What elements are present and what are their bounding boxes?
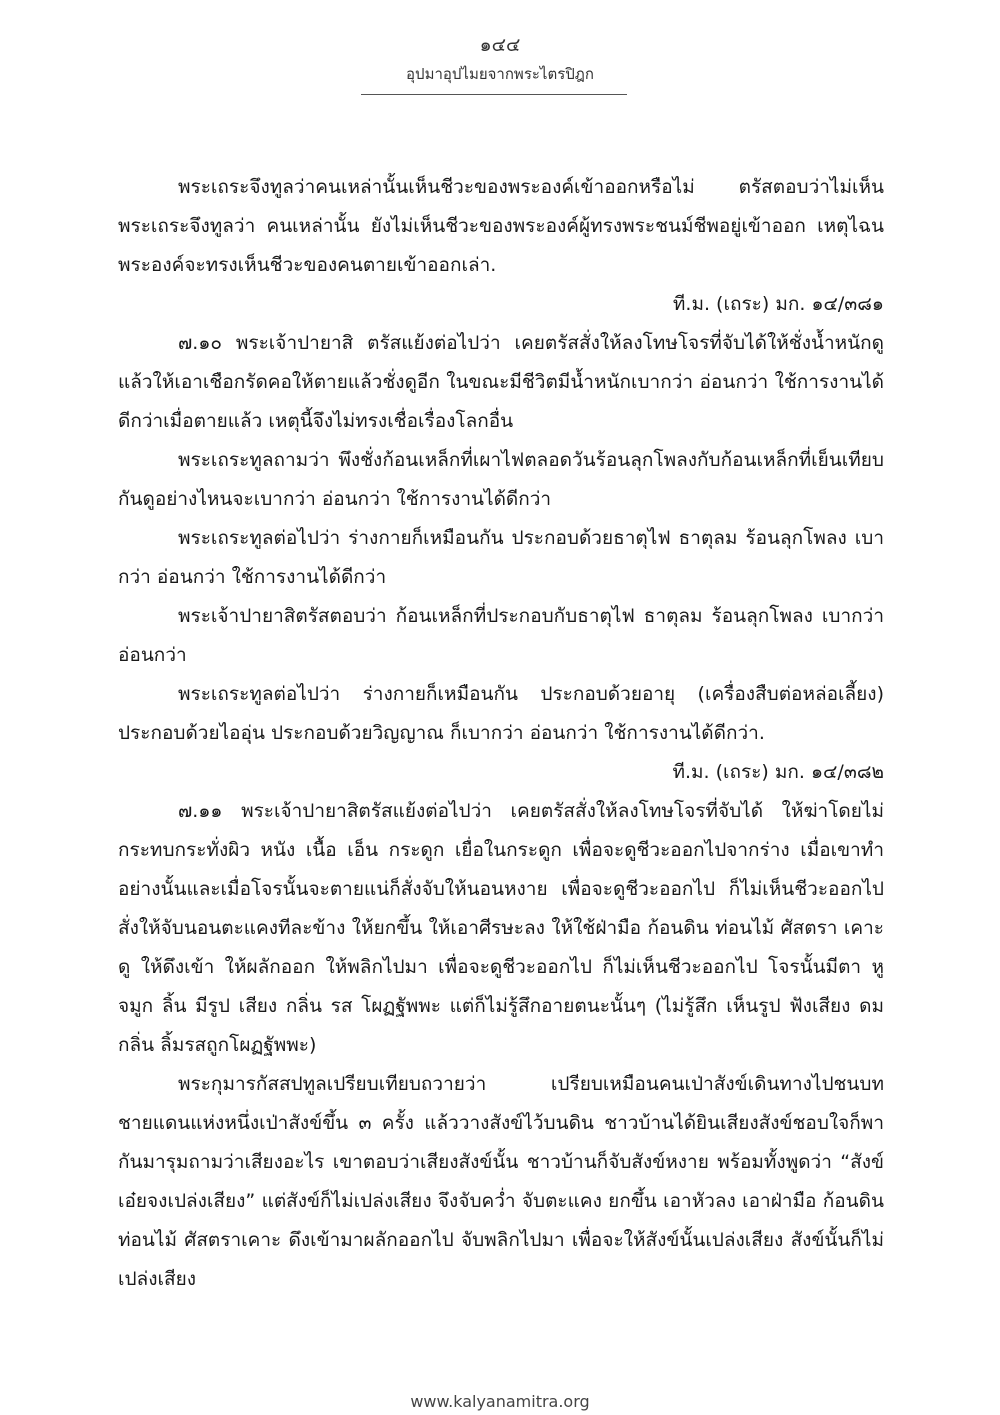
reference-2: ที.ม. (เถระ) มก. ๑๔/๓๘๒ (672, 761, 884, 783)
paragraph-1: พระเถระจึงทูลว่าคนเหล่านั้นเห็นชีวะของพระองค์เข้าออกหรือไม่ ตรัสตอบว่าไม่เห็น พระเถระจึงทูลว่า คนเหล่านั้น ยังไม่เห็นชีวะของพระองค์ผู้ทรงพระชนม์ชีพอยู่เข้าออก เหตุไฉนพระองค์จะทรงเห็นชีวะของคนตายเข้าออกเล่า. (118, 176, 884, 276)
page-number: ๑๔๔ (479, 34, 521, 56)
reference-1: ที.ม. (เถระ) มก. ๑๔/๓๘๑ (672, 293, 884, 315)
paragraph-2: พระเถระทูลถามว่า พึงชั่งก้อนเหล็กที่เผาไฟตลอดวันร้อนลุกโพลงกับก้อนเหล็กที่เย็นเทียบกันดูอย่างไหนจะเบากว่า อ่อนกว่า ใช้การงานได้ดีกว่า (118, 449, 884, 510)
paragraph-5: พระเถระทูลต่อไปว่า ร่างกายก็เหมือนกัน ประกอบด้วยอายุ (เครื่องสืบต่อหล่อเลี้ยง) ประกอบด้วยไออุ่น ประกอบด้วยวิญญาณ ก็เบากว่า อ่อนกว่า ใช้การงานได้ดีกว่า. (118, 683, 884, 744)
paragraph-7-10: ๗.๑๐ พระเจ้าปายาสิ ตรัสแย้งต่อไปว่า เคยตรัสสั่งให้ลงโทษโจรที่จับได้ให้ชั่งน้ำหนักดูแล้วให้เอาเชือกรัดคอให้ตายแล้วชั่งดูอีก ในขณะมีชีวิตมีน้ำหนักเบากว่า อ่อนกว่า ใช้การงานได้ดีกว่าเมื่อตายแล้ว เหตุนี้จึงไม่ทรงเชื่อเรื่องโลกอื่น (118, 332, 884, 432)
paragraph-3: พระเถระทูลต่อไปว่า ร่างกายก็เหมือนกัน ประกอบด้วยธาตุไฟ ธาตุลม ร้อนลุกโพลง เบากว่า อ่อนกว่า ใช้การงานได้ดีกว่า (118, 527, 884, 588)
header-divider (361, 94, 627, 95)
paragraph-7-11: ๗.๑๑ พระเจ้าปายาสิตรัสแย้งต่อไปว่า เคยตรัสสั่งให้ลงโทษโจรที่จับได้ ให้ฆ่าโดยไม่กระทบกระทั่งผิว หนัง เนื้อ เอ็น กระดูก เยื่อในกระดูก เพื่อจะดูชีวะออกไปจากร่าง เมื่อเขาทำอย่างนั้นและเมื่อโจรนั้นจะตายแน่ก็สั่งจับให้นอนหงาย เพื่อจะดูชีวะออกไป ก็ไม่เห็นชีวะออกไป สั่งให้จับนอนตะแคงทีละข้าง ให้ยกขึ้น ให้เอาศีรษะลง ให้ใช้ฝ่ามือ ก้อนดิน ท่อนไม้ ศัสตรา เคาะดู ให้ดึงเข้า ให้ผลักออก ให้พลิกไปมา เพื่อจะดูชีวะออกไป ก็ไม่เห็นชีวะออกไป โจรนั้นมีตา หู จมูก ลิ้น มีรูป เสียง กลิ่น รส โผฏฐัพพะ แต่ก็ไม่รู้สึกอายตนะนั้นๆ (ไม่รู้สึก เห็นรูป ฟังเสียง ดมกลิ่น ลิ้มรสถูกโผฏฐัพพะ) (118, 800, 884, 1056)
paragraph-6: พระกุมารกัสสปทูลเปรียบเทียบถวายว่า เปรียบเหมือนคนเป่าสังข์เดินทางไปชนบทชายแดนแห่งหนึ่งเป่าสังข์ขึ้น ๓ ครั้ง แล้ววางสังข์ไว้บนดิน ชาวบ้านได้ยินเสียงสังข์ชอบใจก็พากันมารุมถามว่าเสียงอะไร เขาตอบว่าเสียงสังข์นั้น ชาวบ้านก็จับสังข์หงาย พร้อมทั้งพูดว่า “สังข์เอ๋ยจงเปล่งเสียง” แต่สังข์ก็ไม่เปล่งเสียง จึงจับคว่ำ จับตะแคง ยกขึ้น เอาหัวลง เอาฝ่ามือ ก้อนดินท่อนไม้ ศัสตราเคาะ ดึงเข้ามาผลักออกไป จับพลิกไปมา เพื่อจะให้สังข์นั้นเปล่งเสียง สังข์นั้นก็ไม่เปล่งเสียง (118, 1073, 884, 1290)
book-title: อุปมาอุปไมยจากพระไตรปิฎก (406, 65, 594, 83)
footer-website: www.kalyanamitra.org (410, 1392, 590, 1411)
body-text (118, 168, 884, 1299)
paragraph-4: พระเจ้าปายาสิตรัสตอบว่า ก้อนเหล็กที่ประกอบกับธาตุไฟ ธาตุลม ร้อนลุกโพลง เบากว่าอ่อนกว่า (118, 605, 884, 666)
